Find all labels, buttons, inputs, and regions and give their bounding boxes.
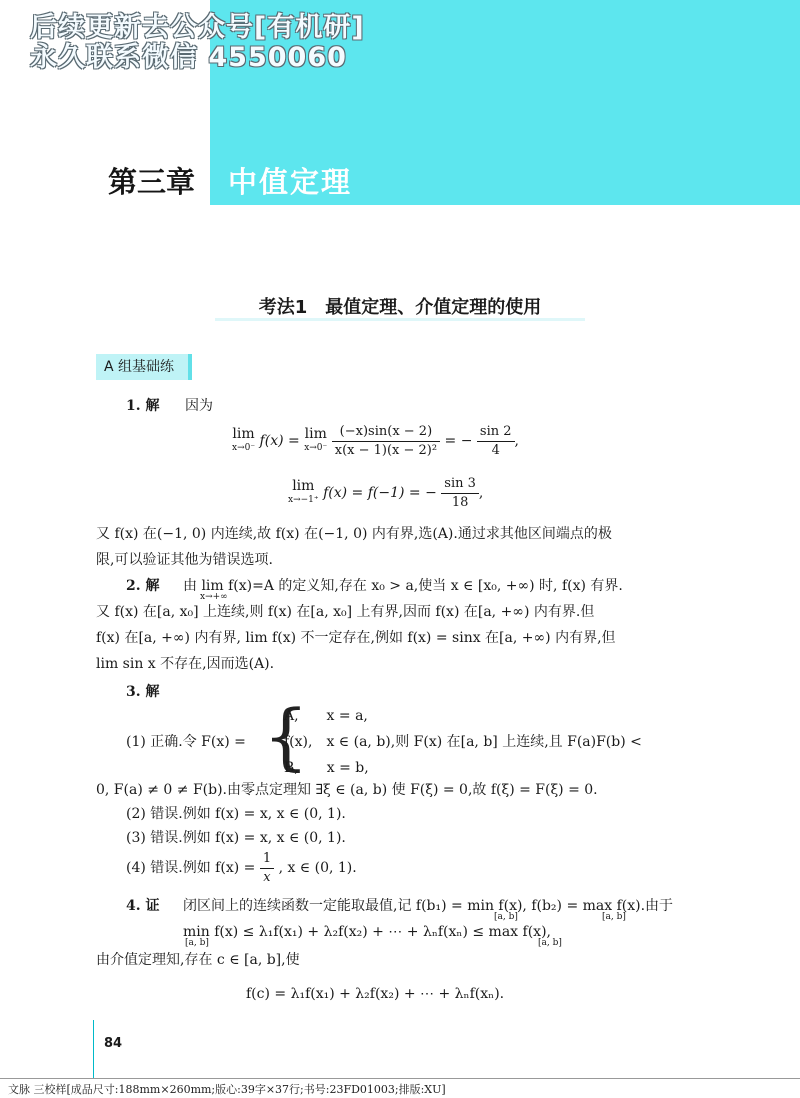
q2-limit-subscript: x→+∞ (200, 592, 228, 602)
q3-case-1: A, x = a, (284, 708, 368, 724)
watermark-line-1: 后续更新去公众号[有机研] (30, 12, 365, 43)
q2-line-2: 又 f(x) 在[a, x₀] 上连续,则 f(x) 在[a, x₀] 上有界,因而 f(x) 在[a, +∞) 内有界.但 (96, 604, 595, 620)
footer-divider (0, 1078, 800, 1079)
q4-line-2: min f(x) ≤ λ₁f(x₁) + λ₂f(x₂) + ⋯ + λₙf(xₙ) ≤ max f(x), (183, 924, 551, 940)
section-title: 考法1 最值定理、介值定理的使用 (258, 297, 542, 318)
chapter-number: 第三章 (108, 165, 196, 199)
q2-line-3: f(x) 在[a, +∞) 内有界, lim f(x) 不一定存在,例如 f(x) = sinx 在[a, +∞) 内有界,但 (96, 630, 616, 646)
limit-operator: lim x→0⁻ (304, 426, 328, 453)
limit-operator: lim x→0⁻ (232, 426, 256, 453)
q1-paragraph-1: 又 f(x) 在(−1, 0) 内连续,故 f(x) 在(−1, 0) 内有界,选(A).通过求其他区间端点的极 (96, 526, 612, 542)
fraction: $\frac{\sin 3}{18}$ (441, 475, 479, 512)
q1-paragraph-2: 限,可以验证其他为错误选项. (96, 552, 273, 568)
page-number: 84 (104, 1036, 123, 1051)
q1-equation-1: lim x→0⁻ f(x) = lim x→0⁻ $\frac{(-x)\sin(x - 2)}{\text{x(x − 1)(x − 2)²}}$ = − $\frac{\sin 2}{4}$ , (232, 423, 519, 458)
q2-line-1: 由 lim f(x)=A 的定义知,存在 x₀ > a,使当 x ∈ [x₀, +∞) 时, f(x) 有界. (183, 578, 623, 594)
q4-line-1: 闭区间上的连续函数一定能取最值,记 f(b₁) = min f(x), f(b₂) = max f(x).由于 (183, 898, 674, 914)
print-footer: 文脉 三校样[成品尺寸:188mm×260mm;版心:39字×37行;书号:23FD01003;排版:XU] (8, 1083, 446, 1096)
chapter-title: 中值定理 (228, 165, 353, 199)
q1-intro: 因为 (185, 398, 213, 414)
page-margin-line (93, 1020, 94, 1078)
q4-subscript-max: [a, b] (602, 912, 626, 922)
q3-item-1: (1) 正确.令 F(x) = (126, 734, 246, 750)
q3-item-4: (4) 错误.例如 f(x) = $\frac{1}{x}$ , x ∈ (0, 1). (126, 850, 357, 885)
q3-item-2: (2) 错误.例如 f(x) = x, x ∈ (0, 1). (126, 806, 346, 822)
q3-item-1-continued: 0, F(a) ≠ 0 ≠ F(b).由零点定理知 ∃ξ ∈ (a, b) 使 F(ξ) = 0,故 f(ξ) = F(ξ) = 0. (96, 782, 598, 798)
q3-item-3: (3) 错误.例如 f(x) = x, x ∈ (0, 1). (126, 830, 346, 846)
q4-subscript-min: [a, b] (494, 912, 518, 922)
fraction: $\frac{(-x)\sin(x - 2)}{\text{x(x − 1)(x − 2)²}}$ (332, 423, 440, 460)
fraction: $\frac{\sin 2}{4}$ (477, 423, 515, 460)
q1-label: 1. 解 (126, 398, 160, 414)
q2-line-4: lim sin x 不存在,因而选(A). (96, 656, 275, 672)
q2-label: 2. 解 (126, 578, 160, 594)
q4-subscript-min-2: [a, b] (185, 938, 209, 948)
q3-case-2: f(x), x ∈ (a, b),则 F(x) 在[a, b] 上连续,且 F(a)F(b) < (284, 734, 642, 750)
q4-line-3: 由介值定理知,存在 c ∈ [a, b],使 (96, 952, 300, 968)
piecewise-brace: { (263, 694, 309, 778)
q1-equation-2: lim x→−1⁺ f(x) = f(−1) = − $\frac{\sin 3}{18}$ , (288, 475, 484, 510)
watermark-line-2: 永久联系微信 4550060 (30, 42, 347, 73)
fraction: $\frac{1}{x}$ (260, 850, 274, 887)
limit-operator: lim x→−1⁺ (288, 478, 319, 505)
q3-label: 3. 解 (126, 684, 160, 700)
group-label: A 组基础练 (96, 354, 192, 380)
q4-subscript-max-2: [a, b] (538, 938, 562, 948)
q4-label: 4. 证 (126, 898, 160, 914)
q3-case-3: B, x = b, (284, 760, 369, 776)
q4-line-4: f(c) = λ₁f(x₁) + λ₂f(x₂) + ⋯ + λₙf(xₙ). (246, 986, 505, 1002)
